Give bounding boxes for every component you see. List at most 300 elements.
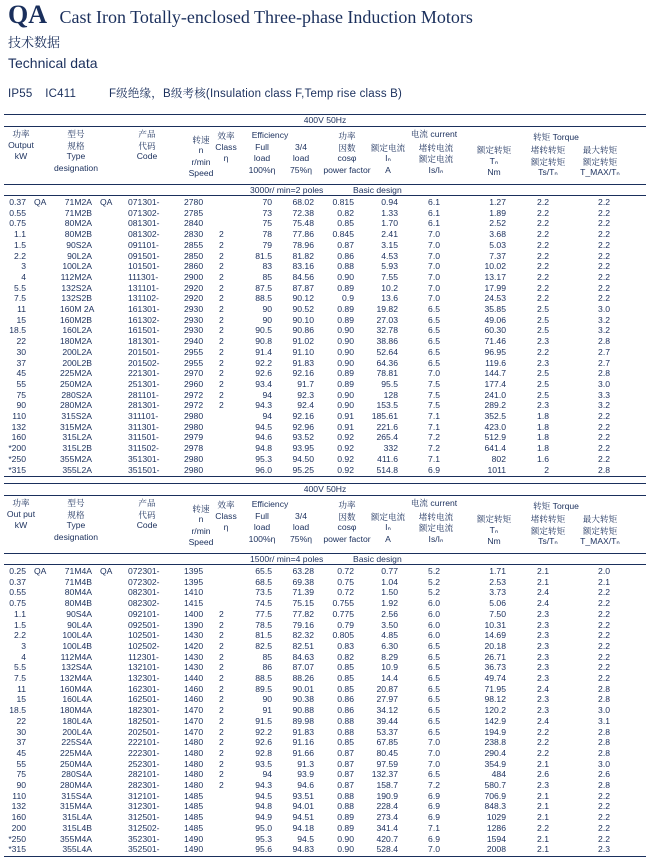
cell-6: 2 — [219, 662, 224, 673]
subtitle-en: Technical data — [8, 55, 98, 71]
cell-10: 0.94 — [381, 197, 398, 207]
cell-4: 162301- — [128, 683, 160, 694]
supply-label: 400V 50Hz — [303, 115, 347, 125]
cell-4: 311301- — [128, 421, 159, 432]
cell-7: 85 — [262, 271, 272, 282]
cell-4: 082302- — [128, 598, 160, 609]
cell-4: 072302- — [128, 576, 160, 587]
cell-12: 238.8 — [484, 737, 506, 748]
locked-torque-header-0: 堵转转矩 — [530, 514, 566, 525]
cell-2: 80M2B — [64, 229, 92, 240]
cell-8: 83.16 — [292, 261, 314, 272]
cell-6: 2 — [219, 683, 224, 694]
cell-10: 64.36 — [376, 357, 398, 368]
type-header-1: 规格 — [67, 140, 85, 151]
cell-10: 1.50 — [381, 587, 398, 598]
cell-13: 2.2 — [537, 726, 549, 737]
cell-2: 315S2A — [61, 411, 92, 421]
cell-2: 80M4B — [64, 598, 92, 609]
cell-14: 2.2 — [598, 282, 610, 293]
table-row — [4, 791, 646, 802]
cell-11: 6.9 — [428, 833, 440, 844]
spec-line — [8, 85, 648, 101]
cell-14: 3.0 — [598, 758, 610, 769]
cell-9: 0.92 — [337, 453, 354, 464]
cell-7: 68.5 — [255, 576, 272, 587]
cell-14: 2.2 — [598, 261, 610, 272]
cell-11: 6.9 — [428, 801, 440, 812]
cell-12: 14.69 — [484, 630, 506, 641]
cell-11: 7.0 — [428, 250, 440, 261]
table-row — [4, 577, 646, 588]
cell-7: 90 — [262, 314, 272, 325]
cell-9: 0.85 — [337, 737, 354, 748]
cell-14: 2.2 — [598, 293, 610, 304]
cell-2: 160M 2A — [60, 304, 95, 314]
cell-0: 55 — [16, 378, 26, 389]
cell-9: 0.92 — [337, 464, 354, 475]
cell-7: 94 — [262, 411, 272, 421]
cell-13: 2.5 — [537, 389, 549, 400]
cell-14: 2.2 — [598, 239, 610, 250]
cell-12: 98.12 — [484, 694, 506, 705]
cell-11: 6.0 — [428, 598, 440, 609]
cell-8: 93.95 — [292, 443, 314, 454]
cell-8: 92.16 — [292, 368, 314, 379]
page-header — [8, 0, 648, 101]
cell-6: 2 — [219, 780, 224, 790]
cell-5: 2840 — [184, 218, 204, 229]
cell-5: 1485 — [184, 812, 204, 823]
cell-14: 2.2 — [598, 608, 610, 619]
cell-11: 5.2 — [428, 587, 440, 598]
cell-5: 1390 — [184, 619, 204, 630]
class-header-2: η — [223, 522, 229, 533]
cell-0: *250 — [8, 833, 26, 844]
cell-9: 0.89 — [337, 822, 354, 833]
cell-5: 1480 — [184, 780, 204, 790]
table-row — [4, 251, 646, 262]
cell-14: 3.0 — [598, 304, 610, 314]
cell-12: 1029 — [486, 812, 506, 823]
supply-rule — [4, 495, 646, 496]
cell-12: 641.4 — [484, 443, 506, 454]
cell-13: 2 — [544, 464, 549, 475]
cell-8: 75.48 — [292, 218, 314, 229]
cell-13: 2.2 — [537, 197, 549, 207]
cell-14: 2.8 — [598, 464, 610, 475]
cell-9: 0.9 — [342, 293, 354, 304]
cell-8: 91.3 — [297, 758, 314, 769]
cell-6: 2 — [219, 261, 224, 272]
cell-11: 7.5 — [428, 389, 440, 400]
cell-12: 35.85 — [484, 304, 506, 314]
cell-5: 1400 — [184, 608, 204, 619]
output-header-1: Output — [8, 139, 34, 150]
cell-7: 96.0 — [255, 464, 272, 475]
locked-torque-header-0: 堵转转矩 — [530, 145, 566, 156]
cell-9: 0.89 — [337, 378, 354, 389]
cell-6: 2 — [219, 389, 224, 400]
cell-4: 311502- — [128, 443, 159, 454]
cell-11: 7.0 — [428, 282, 440, 293]
cell-11: 6.5 — [428, 673, 440, 683]
cell-9: 0.82 — [337, 651, 354, 662]
cell-11: 7.0 — [428, 844, 440, 855]
cell-6: 2 — [219, 640, 224, 651]
cell-5: 1470 — [184, 726, 204, 737]
cell-9: 0.805 — [332, 630, 354, 641]
cell-9: 0.90 — [337, 336, 354, 347]
cell-0: 30 — [16, 346, 26, 357]
cell-9: 0.90 — [337, 346, 354, 357]
table-row — [4, 293, 646, 304]
cell-13: 2.2 — [537, 250, 549, 261]
cell-13: 1.8 — [537, 421, 549, 432]
cell-9: 0.72 — [337, 587, 354, 598]
cell-11: 7.2 — [428, 432, 440, 443]
cell-4: 312502- — [128, 822, 160, 833]
speed-header-2: r/min — [191, 156, 211, 167]
cell-7: 73.5 — [255, 587, 272, 598]
pf-header-2: cosφ — [337, 153, 357, 164]
cell-7: 92.2 — [255, 357, 272, 368]
cell-4: 111301- — [128, 271, 159, 282]
cell-11: 6.5 — [428, 683, 440, 694]
cell-12: 2.52 — [489, 218, 506, 229]
cell-5: 1415 — [184, 598, 204, 609]
locked-torque-header-2: Ts/Tₙ — [538, 536, 558, 547]
table-row — [4, 780, 646, 791]
cell-7: 88.5 — [255, 673, 272, 683]
efficiency-header: Efficiency — [251, 130, 289, 140]
three-quarter-header-2: 75%η — [290, 164, 312, 175]
cell-10: 0.77 — [381, 566, 398, 576]
cell-0: *315 — [8, 464, 26, 475]
cell-12: 1.27 — [489, 197, 506, 207]
cell-7: 82.5 — [255, 640, 272, 651]
cell-14: 2.8 — [598, 747, 610, 758]
cell-4: 082301- — [128, 587, 160, 598]
cell-5: 2980 — [184, 464, 204, 475]
cell-14: 2.2 — [598, 229, 610, 240]
cell-11: 7.2 — [428, 443, 440, 454]
cell-13: 2.3 — [537, 336, 549, 347]
cell-12: 423.0 — [484, 421, 506, 432]
cell-8: 90.12 — [292, 293, 314, 304]
cell-14: 2.2 — [598, 587, 610, 598]
cell-10: 514.8 — [376, 464, 398, 475]
cell-12: 49.74 — [484, 673, 506, 683]
cell-3: QA — [100, 566, 113, 576]
cell-5: 1490 — [184, 844, 204, 855]
cell-2: 132S2A — [61, 282, 92, 293]
cell-4: 091101- — [128, 239, 159, 250]
cell-10: 528.4 — [376, 844, 398, 855]
cell-0: *250 — [8, 453, 26, 464]
output-header-2: kW — [14, 520, 28, 530]
cell-9: 0.92 — [337, 443, 354, 454]
cell-7: 91.4 — [255, 346, 272, 357]
cell-13: 2.3 — [537, 651, 549, 662]
cell-12: 119.6 — [485, 357, 506, 368]
full-load-header-1: load — [253, 522, 271, 533]
cell-0: 75 — [16, 769, 26, 780]
table-row — [4, 400, 646, 411]
cell-5: 1480 — [184, 737, 204, 748]
cell-7: 90 — [262, 694, 272, 705]
cell-7: 92.2 — [255, 726, 272, 737]
cell-2: 315L4B — [62, 822, 92, 833]
cell-12: 1286 — [486, 822, 506, 833]
cell-7: 94.6 — [255, 432, 272, 443]
cell-4: 251301- — [128, 378, 160, 389]
cell-2: 280M4A — [60, 780, 93, 790]
cell-10: 3.15 — [381, 239, 398, 250]
cell-14: 2.2 — [598, 790, 610, 801]
cell-2: 132S4A — [61, 662, 92, 673]
cell-14: 3.2 — [598, 400, 610, 411]
cell-4: 072301- — [128, 566, 160, 576]
cell-8: 90.52 — [292, 304, 314, 314]
cell-10: 38.86 — [376, 336, 398, 347]
table-row — [4, 315, 646, 326]
table-row — [4, 630, 646, 641]
cell-2: 200L4A — [62, 726, 92, 737]
rated-torque-header-1: Tₙ — [489, 524, 499, 535]
cell-2: 315S4A — [61, 790, 92, 801]
speed-header-2: r/min — [191, 525, 211, 536]
cell-4: 182301- — [128, 705, 160, 716]
cell-9: 0.92 — [337, 432, 354, 443]
cell-13: 2.3 — [537, 694, 549, 705]
cell-9: 0.90 — [337, 389, 354, 400]
cell-6: 2 — [219, 282, 224, 293]
cell-9: 0.755 — [332, 598, 354, 609]
cell-0: 2.2 — [14, 250, 26, 261]
table-row — [4, 769, 646, 780]
cell-4: 161301- — [128, 304, 160, 314]
cell-12: 60.30 — [484, 325, 506, 336]
cell-8: 90.01 — [292, 683, 314, 694]
cell-8: 95.25 — [292, 464, 314, 475]
cell-8: 94.5 — [297, 833, 314, 844]
cell-7: 92.6 — [255, 737, 272, 748]
cell-2: 200L2B — [62, 357, 92, 368]
cell-11: 7.0 — [428, 737, 440, 748]
cell-13: 2.1 — [537, 566, 549, 576]
type-header-1: 规格 — [67, 509, 85, 520]
cell-10: 6.30 — [381, 640, 398, 651]
cell-5: 1480 — [184, 769, 204, 780]
cell-10: 158.7 — [376, 780, 398, 790]
cell-2: 100L4A — [62, 630, 92, 641]
cell-11: 7.5 — [428, 400, 440, 411]
cell-8: 77.82 — [292, 608, 314, 619]
section-label: 3000r/ min=2 poles — [250, 185, 324, 195]
cell-10: 2.41 — [381, 229, 398, 240]
cell-9: 0.89 — [337, 368, 354, 379]
cell-12: 848.3 — [484, 801, 506, 812]
cell-7: 85 — [262, 651, 272, 662]
cell-2: 225M2A — [60, 368, 93, 379]
cell-9: 0.72 — [337, 566, 354, 576]
cell-6: 2 — [219, 271, 224, 282]
cell-7: 65.5 — [255, 566, 272, 576]
cell-13: 2.4 — [537, 683, 549, 694]
current-group-header: 电流 current — [410, 129, 458, 139]
cell-4: 071301- — [128, 197, 160, 207]
cell-0: 37 — [16, 357, 26, 368]
cell-2: 315L2B — [62, 443, 92, 454]
cell-12: 96.95 — [484, 346, 506, 357]
cell-8: 82.51 — [292, 640, 314, 651]
table-row — [4, 834, 646, 845]
type-header-0: 型号 — [67, 498, 85, 508]
cell-9: 0.91 — [337, 421, 354, 432]
locked-current-header-2: Is/Iₙ — [428, 164, 444, 175]
cell-9: 0.85 — [337, 673, 354, 683]
cell-4: 181301- — [128, 336, 160, 347]
cell-5: 2980 — [184, 411, 204, 421]
rated-torque-header-0: 额定转矩 — [476, 145, 512, 156]
cell-4: 092101- — [128, 608, 160, 619]
cell-7: 90.8 — [255, 336, 272, 347]
cell-8: 77.86 — [292, 229, 314, 240]
cell-10: 128 — [383, 389, 398, 400]
rated-current-header-2: A — [385, 533, 391, 544]
cell-12: 580.7 — [484, 780, 506, 790]
cell-12: 49.06 — [484, 314, 506, 325]
cell-8: 91.83 — [292, 357, 314, 368]
class-header-0: 效率 — [217, 131, 235, 142]
cell-8: 82.32 — [292, 630, 314, 641]
cell-0: 1.5 — [14, 619, 26, 630]
three-quarter-header-1: load — [292, 153, 310, 164]
cell-14: 3.0 — [598, 378, 610, 389]
cell-12: 802 — [491, 453, 506, 464]
cell-0: 30 — [16, 726, 26, 737]
cell-9: 0.90 — [337, 400, 354, 411]
cell-14: 2.2 — [598, 801, 610, 812]
table-row — [4, 823, 646, 834]
table-row — [4, 218, 646, 229]
cell-4: 352501- — [128, 844, 160, 855]
cell-13: 2.5 — [537, 325, 549, 336]
cell-7: 95.3 — [255, 833, 272, 844]
cell-12: 120.2 — [484, 705, 506, 716]
cell-4: 182501- — [128, 715, 160, 726]
table-row — [4, 422, 646, 433]
locked-torque-header-1: 额定转矩 — [530, 156, 566, 167]
cell-0: 37 — [16, 737, 26, 748]
cell-5: 1460 — [184, 694, 204, 705]
cell-8: 92.16 — [292, 411, 314, 421]
cell-0: 55 — [16, 758, 26, 769]
cell-7: 94 — [262, 389, 272, 400]
cell-10: 19.82 — [376, 304, 398, 314]
cell-8: 91.16 — [292, 737, 314, 748]
cell-14: 2.2 — [598, 443, 610, 454]
cell-3: QA — [100, 197, 113, 207]
cell-11: 7.0 — [428, 747, 440, 758]
cell-4: 351501- — [128, 464, 160, 475]
cell-6: 2 — [219, 400, 224, 411]
section-design: Basic design — [353, 185, 402, 195]
cell-6: 2 — [219, 726, 224, 737]
cell-5: 2920 — [184, 293, 204, 304]
cell-10: 420.7 — [376, 833, 398, 844]
cell-8: 91.83 — [292, 726, 314, 737]
cell-10: 341.4 — [376, 822, 398, 833]
cell-13: 2.4 — [537, 715, 549, 726]
cell-14: 2.0 — [598, 566, 610, 576]
table-row — [4, 336, 646, 347]
cell-5: 1395 — [184, 576, 204, 587]
cell-4: 131101- — [128, 282, 159, 293]
cell-7: 94.3 — [255, 780, 272, 790]
current-group-header: 电流 current — [410, 498, 458, 508]
cell-12: 290.4 — [484, 747, 506, 758]
cell-7: 94.5 — [255, 421, 272, 432]
cell-0: 7.5 — [14, 673, 26, 683]
cell-10: 34.12 — [376, 705, 398, 716]
table-row — [4, 716, 646, 727]
cell-14: 3.2 — [598, 325, 610, 336]
cell-4: 071302- — [128, 207, 160, 218]
cell-2: 71M4B — [64, 576, 92, 587]
cell-12: 142.9 — [484, 715, 506, 726]
cell-7: 94.8 — [255, 801, 272, 812]
cell-0: 0.75 — [9, 598, 26, 609]
cell-10: 190.9 — [376, 790, 398, 801]
cell-4: 282301- — [128, 780, 160, 790]
table-bottom-rule — [4, 476, 646, 477]
cell-13: 2.2 — [537, 229, 549, 240]
cell-10: 27.97 — [376, 694, 398, 705]
cell-0: 75 — [16, 389, 26, 400]
cell-2: 90S4A — [66, 608, 92, 619]
cell-12: 7.37 — [489, 250, 506, 261]
cell-2: 112M2A — [60, 271, 92, 282]
cell-2: 100L4B — [62, 640, 92, 651]
cell-4: 282101- — [128, 769, 160, 780]
type-header-0: 型号 — [67, 129, 85, 139]
cell-5: 1430 — [184, 630, 204, 641]
cell-5: 1490 — [184, 833, 204, 844]
table-row — [4, 727, 646, 738]
cell-7: 90 — [262, 304, 272, 314]
cell-5: 1485 — [184, 822, 204, 833]
class-header-1: Class — [215, 141, 237, 152]
cell-14: 2.2 — [598, 822, 610, 833]
cell-8: 84.63 — [292, 651, 314, 662]
cell-0: 3 — [21, 261, 26, 272]
cell-10: 52.64 — [376, 346, 398, 357]
cell-11: 5.2 — [428, 566, 440, 576]
cell-5: 2860 — [184, 261, 204, 272]
type-header-2: Type — [66, 151, 86, 161]
cell-7: 81.5 — [255, 250, 272, 261]
cell-4: 091501- — [128, 250, 160, 261]
rated-current-header-1: Iₙ — [385, 522, 391, 533]
cell-7: 86 — [262, 662, 272, 673]
cell-5: 1430 — [184, 651, 204, 662]
cell-8: 90.10 — [292, 314, 314, 325]
cell-2: 160M4A — [60, 683, 93, 694]
cell-12: 36.73 — [484, 662, 506, 673]
cell-8: 68.02 — [292, 197, 314, 207]
